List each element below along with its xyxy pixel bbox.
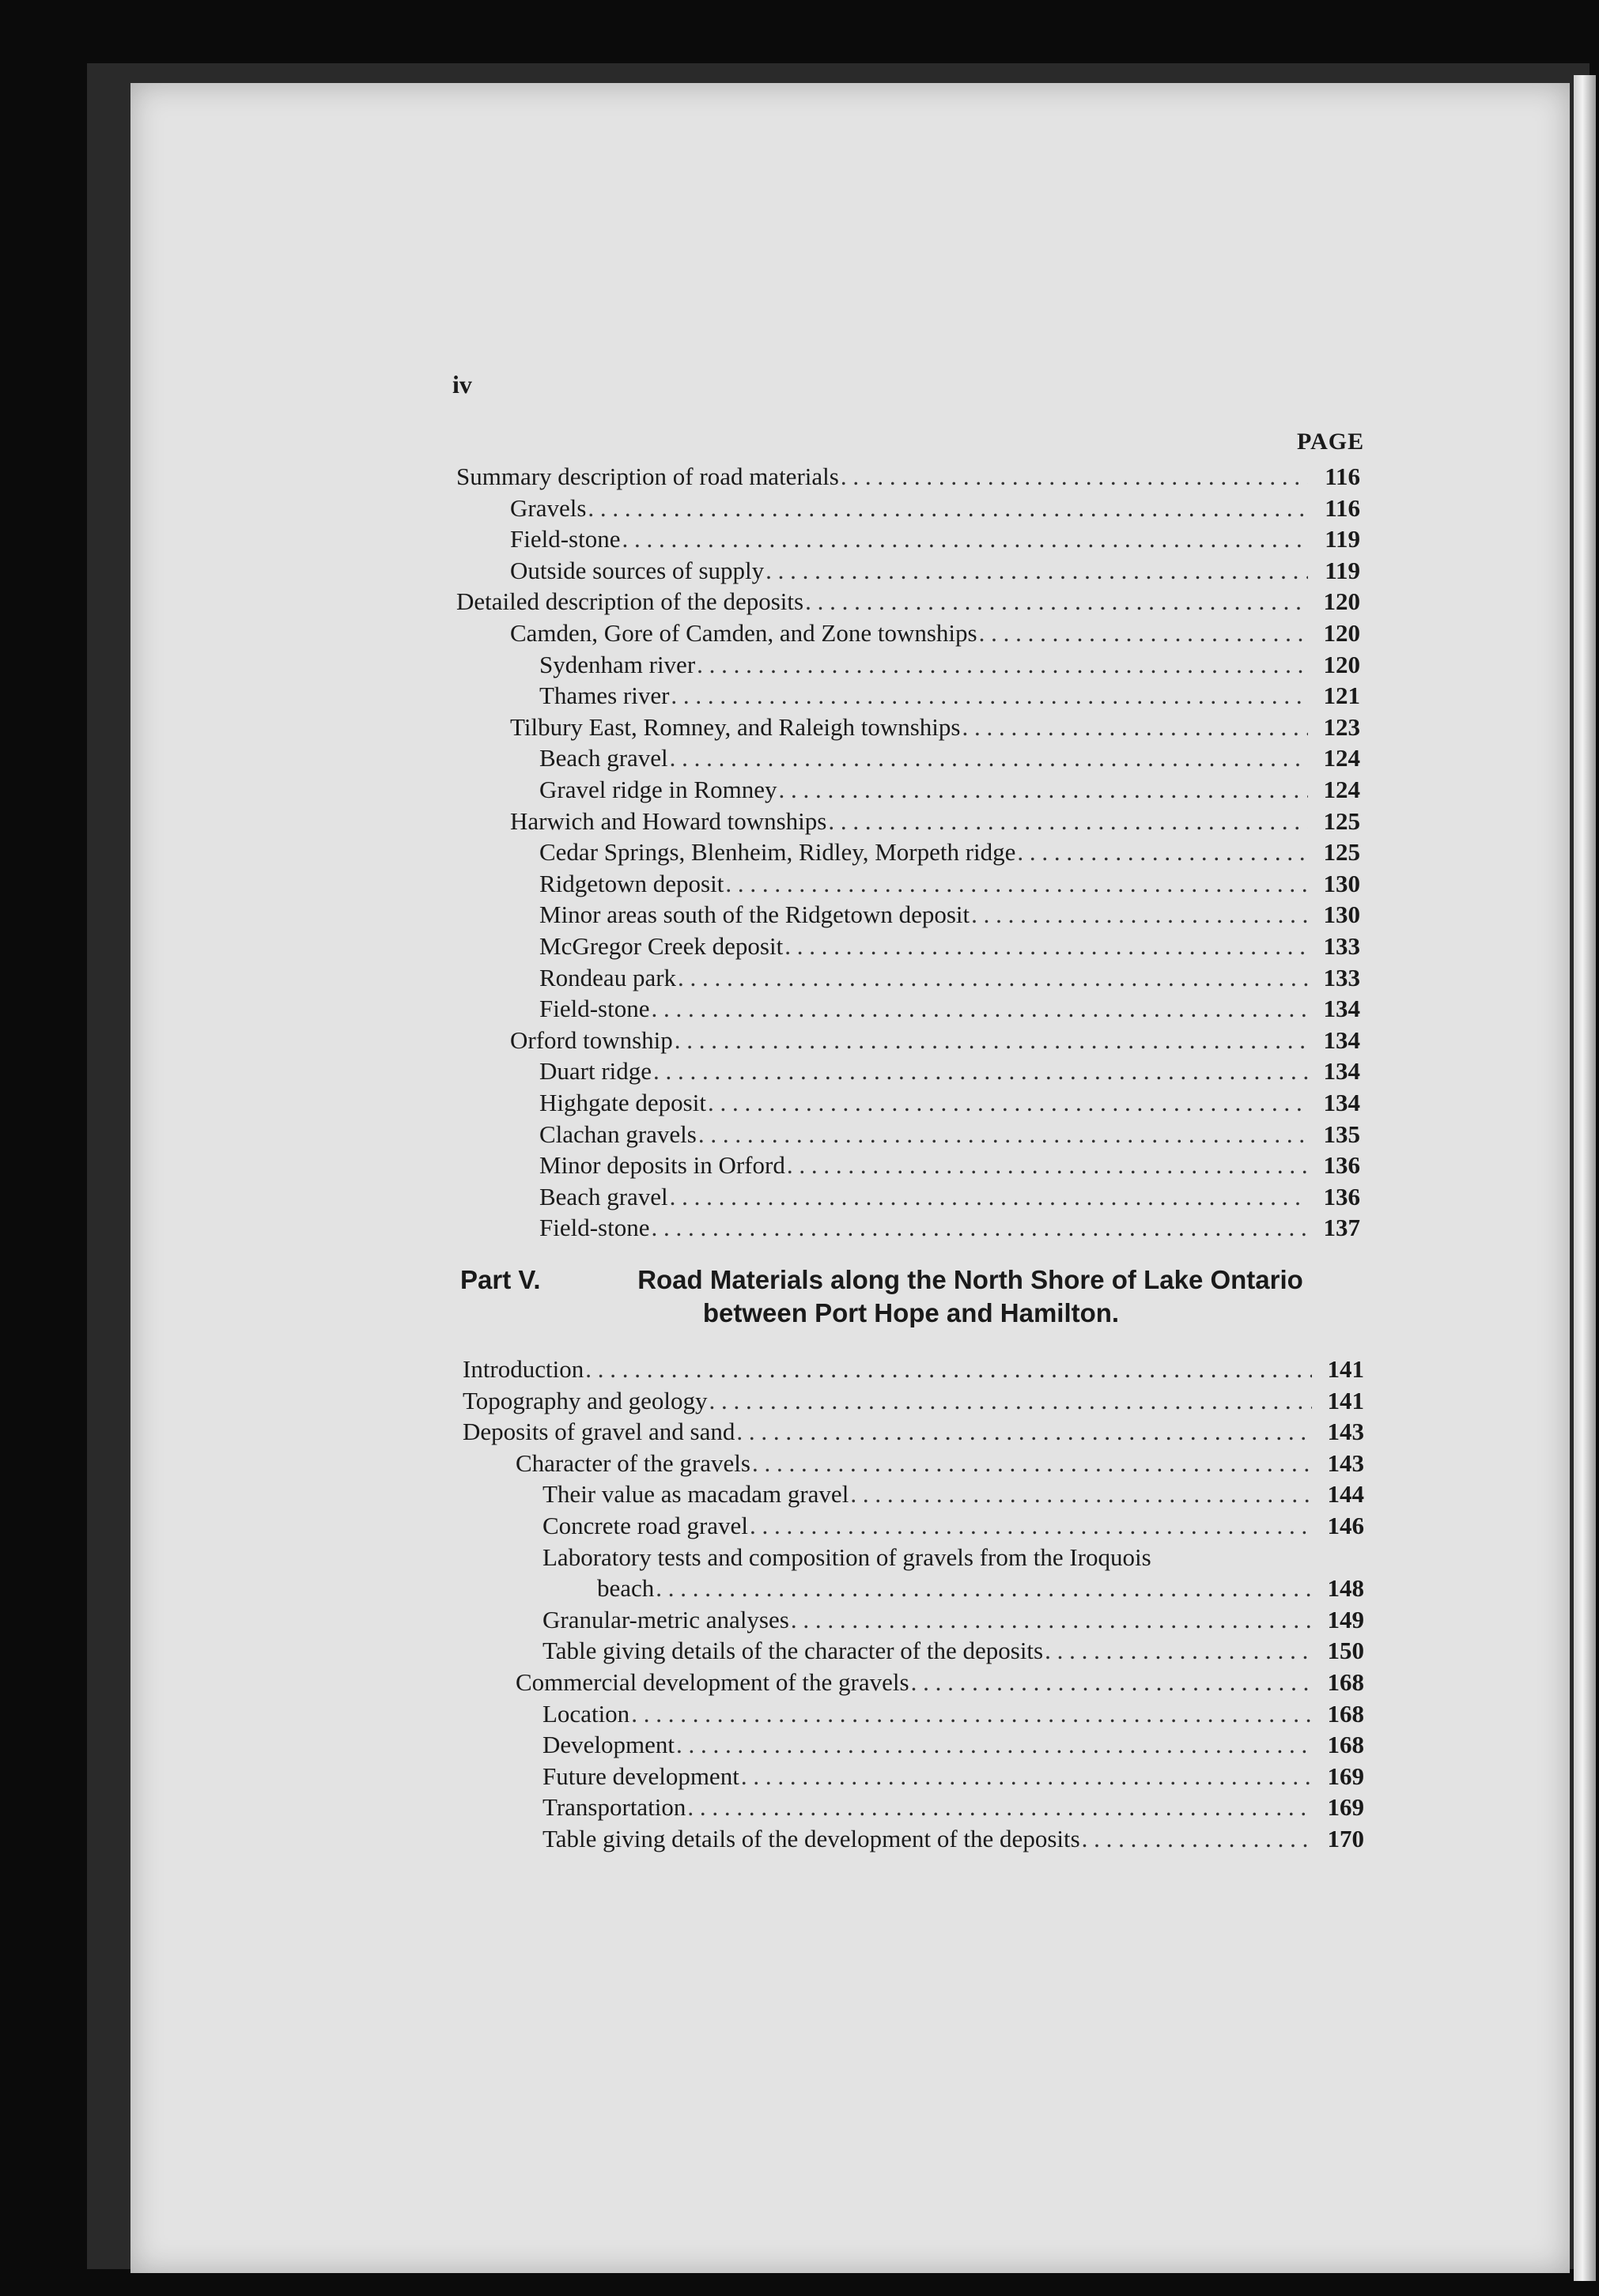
toc-entry: [510, 556, 1360, 586]
toc-entry-title: Clachan gravels: [539, 1120, 697, 1148]
toc-leader-dots: [585, 1354, 1312, 1384]
toc-entry-title: Beach gravel: [539, 744, 668, 772]
toc-entry-title: Table giving details of the development of the deposits: [542, 1825, 1080, 1852]
toc-entry: [539, 1120, 1360, 1150]
toc-entry-title: Future development: [542, 1762, 739, 1790]
toc-leader-dots: [725, 869, 1308, 899]
toc-leader-dots: [828, 806, 1308, 836]
toc-entry-page: 135: [1323, 1120, 1360, 1148]
toc-entry-title: Rondeau park: [539, 963, 677, 991]
toc-entry: [516, 1448, 1364, 1478]
toc-entry-title: Minor areas south of the Ridgetown deposit: [539, 901, 970, 929]
toc-entry-title: Thames river: [539, 682, 670, 710]
toc-entry-page: 144: [1327, 1480, 1364, 1509]
toc-leader-dots: [670, 1182, 1308, 1212]
toc-entry-page: 136: [1323, 1182, 1360, 1210]
toc-entry: [539, 869, 1360, 899]
toc-entry-page: 130: [1323, 901, 1360, 929]
toc-entry-page: 124: [1323, 776, 1360, 803]
toc-entry-page: 124: [1323, 744, 1360, 772]
toc-entry-page: 143: [1327, 1448, 1364, 1477]
toc-entry: [510, 618, 1360, 648]
page-column-header: PAGE: [1297, 429, 1365, 455]
toc-entry: [542, 1792, 1364, 1822]
toc-entry-title: Outside sources of supply: [510, 556, 765, 584]
toc-entry-page: 168: [1327, 1731, 1364, 1759]
toc-entry-title: Cedar Springs, Blenheim, Ridley, Morpeth ridge: [539, 838, 1016, 867]
toc-entry-page: 133: [1323, 932, 1360, 960]
toc-entry: [510, 493, 1360, 523]
toc-leader-dots: [670, 743, 1308, 773]
toc-leader-dots: [979, 618, 1308, 648]
toc-entry-page: 134: [1323, 1057, 1360, 1086]
toc-leader-dots: [962, 712, 1308, 742]
toc-entry-page: 120: [1323, 619, 1360, 647]
toc-leader-dots: [678, 963, 1308, 993]
toc-entry-title: Tilbury East, Romney, and Raleigh townships: [510, 712, 961, 741]
toc-leader-dots: [784, 931, 1308, 961]
toc-entry-title: Concrete road gravel: [542, 1512, 748, 1539]
toc-entry-page: 146: [1327, 1512, 1364, 1539]
toc-leader-dots: [1082, 1824, 1312, 1854]
part-title-line1: Road Materials along the North Shore of Lake Ontario: [637, 1265, 1303, 1294]
toc-entry: [539, 1182, 1360, 1212]
toc-entry-page: 170: [1327, 1825, 1364, 1852]
part-title-line2: between Port Hope and Hamilton.: [702, 1298, 1120, 1327]
toc-entry: [597, 1573, 1364, 1603]
toc-entry-title: Gravel ridge in Romney: [539, 776, 777, 803]
toc-entry-page: 121: [1323, 682, 1360, 710]
toc-entry-title: Minor deposits in Orford: [539, 1151, 785, 1180]
toc-entry: [539, 1213, 1360, 1243]
toc-entry-page: 116: [1325, 493, 1360, 522]
facing-page-edge: [1574, 75, 1596, 2281]
toc-leader-dots: [971, 900, 1308, 930]
toc-entry: [539, 900, 1360, 930]
toc-entry-page: 143: [1327, 1418, 1364, 1446]
toc-entry-page: 141: [1327, 1355, 1364, 1383]
toc-entry: [456, 462, 1360, 492]
toc-entry-title: McGregor Creek deposit: [539, 932, 784, 960]
toc-leader-dots: [656, 1573, 1312, 1603]
toc-leader-dots: [652, 994, 1309, 1024]
toc-entry-title: Commercial development of the gravels: [516, 1668, 909, 1696]
toc-leader-dots: [698, 1120, 1308, 1150]
toc-entry-title: Character of the gravels: [516, 1448, 750, 1477]
toc-leader-dots: [841, 462, 1308, 492]
toc-entry-page: 120: [1323, 650, 1360, 678]
toc-leader-dots: [671, 681, 1308, 711]
toc-entry-title: Camden, Gore of Camden, and Zone townships: [510, 619, 977, 647]
toc-leader-dots: [1045, 1636, 1312, 1666]
toc-leader-dots: [778, 775, 1308, 805]
toc-entry-page: 125: [1323, 838, 1360, 867]
toc-entry-page: 125: [1323, 806, 1360, 835]
toc-entry: [456, 587, 1360, 617]
toc-entry: [539, 775, 1360, 805]
page-number: iv: [452, 370, 472, 398]
toc-entry-title: Field-stone: [539, 995, 650, 1023]
toc-leader-dots: [1017, 837, 1308, 867]
toc-entry-title: Sydenham river: [539, 650, 696, 678]
toc-entry-page: 148: [1327, 1574, 1364, 1603]
toc-entry: [542, 1636, 1364, 1666]
toc-entry: [463, 1386, 1364, 1416]
toc-leader-dots: [787, 1150, 1308, 1180]
toc-entry-title: Topography and geology: [463, 1386, 708, 1414]
toc-entry-title: beach: [597, 1574, 655, 1603]
toc-entry-page: 168: [1327, 1668, 1364, 1696]
toc-leader-dots: [736, 1417, 1312, 1447]
toc-entry-page: 134: [1323, 1089, 1360, 1116]
toc-leader-dots: [653, 1056, 1308, 1086]
toc-entry-title: Field-stone: [539, 1214, 650, 1242]
toc-entry: [539, 1150, 1360, 1180]
toc-leader-dots: [697, 650, 1308, 680]
toc-leader-dots: [752, 1448, 1312, 1478]
toc-entry: [539, 1088, 1360, 1118]
toc-leader-dots: [652, 1213, 1309, 1243]
toc-entry-page: 168: [1327, 1699, 1364, 1728]
toc-entry-page: 141: [1327, 1386, 1364, 1414]
toc-leader-dots: [675, 1025, 1308, 1055]
toc-entry: [510, 806, 1360, 836]
toc-entry-title: Field-stone: [510, 525, 621, 553]
toc-entry-page: 116: [1325, 463, 1360, 490]
toc-entry: [542, 1762, 1364, 1792]
toc-entry-page: 137: [1323, 1214, 1360, 1242]
toc-entry-title: Transportation: [542, 1793, 686, 1822]
toc-leader-dots: [741, 1762, 1312, 1792]
toc-leader-dots: [911, 1667, 1312, 1697]
toc-entry-title: Introduction: [463, 1355, 584, 1383]
toc-entry-page: 133: [1323, 963, 1360, 991]
toc-entry-page: 119: [1325, 525, 1360, 553]
toc-entry-title: Granular-metric analyses: [542, 1605, 789, 1633]
part-number: Part V.: [460, 1265, 541, 1294]
toc-entry-page: 120: [1323, 587, 1360, 616]
toc-entry: [539, 1056, 1360, 1086]
toc-entry-title: Deposits of gravel and sand: [463, 1418, 735, 1446]
toc-entry-page: 119: [1325, 556, 1360, 584]
toc-leader-dots: [708, 1088, 1308, 1118]
toc-entry-title: Harwich and Howard townships: [510, 806, 827, 835]
toc-entry-title: Their value as macadam gravel: [542, 1480, 849, 1509]
toc-leader-dots: [750, 1511, 1312, 1541]
toc-leader-dots: [805, 587, 1308, 617]
toc-leader-dots: [850, 1479, 1312, 1509]
toc-entry: [542, 1824, 1364, 1854]
toc-entry: [539, 681, 1360, 711]
toc-entry-page: 169: [1327, 1762, 1364, 1790]
toc-entry: [539, 650, 1360, 680]
toc-entry: [542, 1605, 1364, 1635]
toc-entry: [539, 963, 1360, 993]
toc-entry-page: 123: [1323, 712, 1360, 741]
toc-entry: [463, 1354, 1364, 1384]
toc-entry: [542, 1479, 1364, 1509]
toc-entry: [542, 1699, 1364, 1729]
toc-entry: [542, 1730, 1364, 1760]
toc-entry: [542, 1511, 1364, 1541]
toc-entry-title: Location: [542, 1699, 630, 1728]
part-heading: [460, 1263, 1362, 1330]
toc-entry-title: Table giving details of the character of the deposits: [542, 1637, 1044, 1665]
toc-entry-title: Summary description of road materials: [456, 463, 839, 490]
toc-entry: [539, 743, 1360, 773]
toc-leader-dots: [622, 524, 1309, 554]
toc-entry: [510, 524, 1360, 554]
toc-entry-title: Development: [542, 1731, 675, 1759]
toc-entry: [516, 1667, 1364, 1697]
toc-entry-title: Highgate deposit: [539, 1089, 706, 1116]
toc-leader-dots: [676, 1730, 1312, 1760]
toc-entry: [539, 994, 1360, 1024]
toc-leader-dots: [709, 1386, 1313, 1416]
toc-leader-dots: [588, 493, 1308, 523]
toc-leader-dots: [687, 1792, 1312, 1822]
toc-entry: [539, 837, 1360, 867]
toc-entry-title: Laboratory tests and composition of gravels from the Iroquois: [542, 1543, 1151, 1571]
toc-entry: [510, 712, 1360, 742]
toc-entry-title: Ridgetown deposit: [539, 869, 724, 897]
toc-entry-title: Orford township: [510, 1025, 673, 1054]
toc-entry: [542, 1543, 1364, 1573]
toc-entry-page: 134: [1323, 995, 1360, 1023]
toc-entry-title: Duart ridge: [539, 1057, 652, 1086]
toc-leader-dots: [791, 1605, 1312, 1635]
toc-entry-page: 169: [1327, 1793, 1364, 1822]
toc-entry-title: Gravels: [510, 493, 587, 522]
toc-entry-page: 150: [1327, 1637, 1364, 1665]
toc-entry-page: 136: [1323, 1151, 1360, 1180]
toc-entry: [539, 931, 1360, 961]
toc-entry: [463, 1417, 1364, 1447]
toc-entry-page: 130: [1323, 869, 1360, 897]
toc-entry-page: 134: [1323, 1025, 1360, 1054]
toc-entry: [510, 1025, 1360, 1055]
toc-entry-title: Beach gravel: [539, 1182, 668, 1210]
toc-leader-dots: [765, 556, 1308, 586]
toc-entry-title: Detailed description of the deposits: [456, 587, 804, 616]
toc-entry-page: 149: [1327, 1605, 1364, 1633]
toc-leader-dots: [631, 1699, 1312, 1729]
